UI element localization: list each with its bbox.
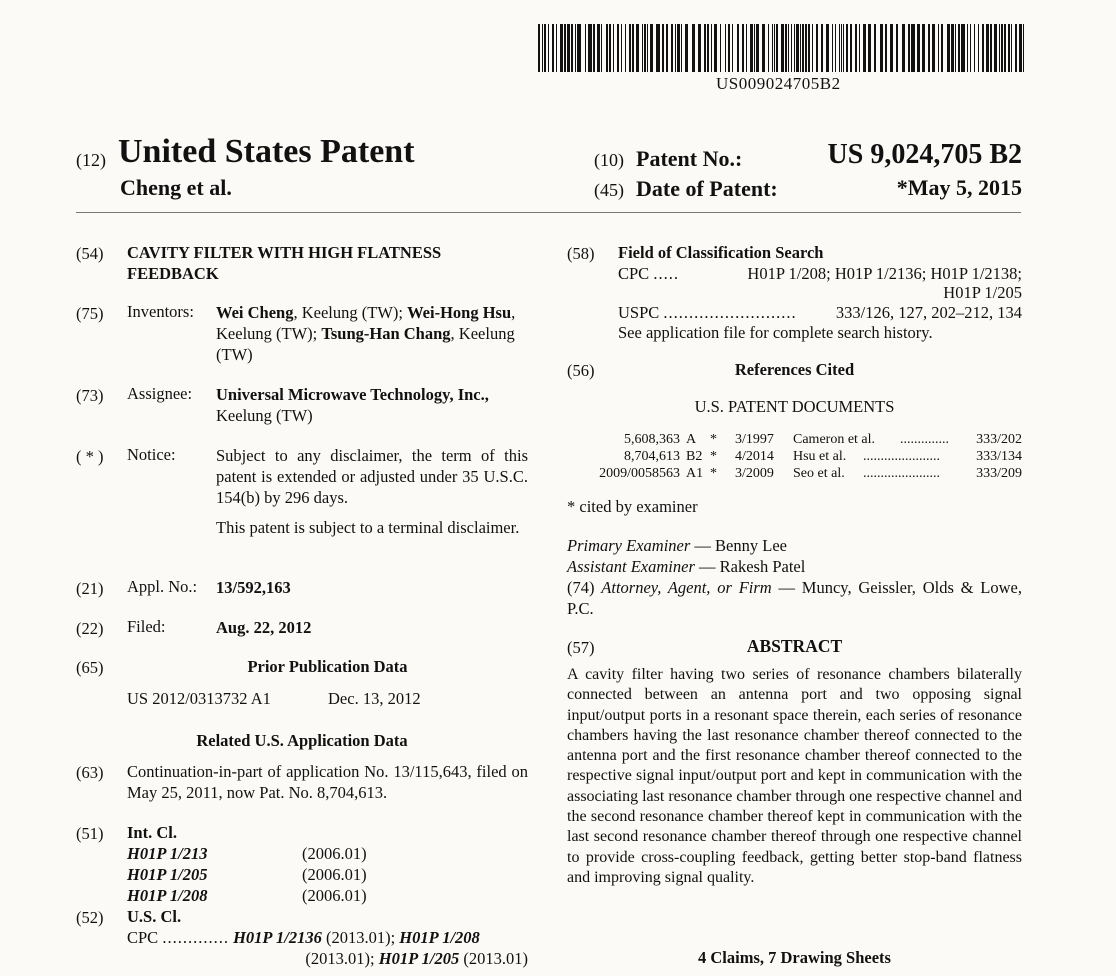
patent-title: United States Patent <box>118 133 415 170</box>
barcode-bar <box>564 24 566 72</box>
barcode-bar <box>548 24 549 72</box>
barcode-bar <box>986 24 989 72</box>
barcode-bar <box>1011 24 1012 72</box>
barcode-bar <box>1023 24 1024 72</box>
barcode-bar <box>707 24 709 72</box>
barcode-bar <box>850 24 852 72</box>
related-text: Continuation-in-part of application No. 13/115,643, filed on May 25, 2011, now Pat. No. 8,704,613. <box>127 762 528 802</box>
ref-number: 2009/0058563 <box>599 466 680 481</box>
refs-subheading: U.S. PATENT DOCUMENTS <box>694 397 895 416</box>
terminal-disclaimer: This patent is subject to a terminal disclaimer. <box>216 518 520 537</box>
authors: Cheng et al. <box>120 175 232 200</box>
barcode-bar <box>542 24 543 72</box>
barcode-bar <box>970 24 971 72</box>
ref-kind: B2 <box>686 449 703 464</box>
barcode-bar <box>571 24 573 72</box>
patent-no-label: Patent No.: <box>636 146 743 171</box>
barcode-bar <box>625 24 626 72</box>
barcode-bar <box>750 24 753 72</box>
ref-kind: A <box>686 432 697 447</box>
barcode-bar <box>666 24 668 72</box>
barcode-bar <box>911 24 915 72</box>
barcode-bar <box>846 24 848 72</box>
us-cl-class: H01P 1/208 <box>399 928 480 947</box>
barcode-bar <box>816 24 818 72</box>
attorney <box>567 577 1022 619</box>
refs-code: (56) <box>567 361 595 380</box>
notice-text: Subject to any disclaimer, the term of this patent is extended or adjusted under 35 U.S.C. 154(b) by 296 days. <box>216 446 528 507</box>
barcode-bar <box>662 24 664 72</box>
ref-star: * <box>710 449 717 464</box>
barcode-bar <box>794 24 795 72</box>
barcode-bar <box>552 24 554 72</box>
barcode-bar <box>843 24 844 72</box>
barcode-bar <box>588 24 592 72</box>
barcode-bar <box>835 24 836 72</box>
barcode-bar <box>742 24 744 72</box>
barcode-bar <box>567 24 570 72</box>
barcode-bar <box>560 24 563 72</box>
inventors-list <box>216 302 528 365</box>
field-search-heading: Field of Classification Search <box>618 243 824 262</box>
barcode-bar <box>967 24 968 72</box>
barcode-bar <box>890 24 893 72</box>
date-code: (45) <box>594 180 624 200</box>
barcode-bar <box>908 24 910 72</box>
us-cl-class: H01P 1/205 <box>378 949 460 968</box>
prior-pub-number: US 2012/0313732 A1 <box>127 689 271 708</box>
primary-examiner-label: Primary Examiner <box>567 536 691 555</box>
ref-name: Hsu et al. <box>793 449 847 464</box>
barcode-bar <box>812 24 813 72</box>
barcode-bar <box>698 24 701 72</box>
barcode-bar <box>714 24 717 72</box>
barcode-bar <box>796 24 799 72</box>
barcode-bar <box>544 24 546 72</box>
assistant-examiner-name: — Rakesh Patel <box>694 557 806 576</box>
notice-code: ( * ) <box>76 447 104 466</box>
barcode-bar <box>863 24 866 72</box>
ref-name: Cameron et al. <box>793 432 876 447</box>
barcode-number: US009024705B2 <box>716 74 841 93</box>
ref-date: 3/2009 <box>735 466 774 481</box>
barcode-bar <box>839 24 840 72</box>
primary-examiner-name: — Benny Lee <box>690 536 787 555</box>
date-label: Date of Patent: <box>636 176 778 201</box>
barcode-bar <box>692 24 695 72</box>
barcode-bar <box>1015 24 1017 72</box>
related-heading: Related U.S. Application Data <box>196 731 408 750</box>
refs-heading: References Cited <box>734 360 855 379</box>
abstract-text: A cavity filter having two series of resonance chambers bilaterally connected between an antenna port and two opposing signal input/output ports in a resonant space therein, each series of resonance chambers having the last resonance chamber thereof connected to the antenna port and the first resonance chamber thereof connected to the respective signal input/output port and kept in communication with the associating last resonance chamber through one respective channel and the second resonance chamber thereof kept in communication with the last second resonance chamber thereof through one respective channel to provide cross-coupling feedback, getting better stop-band flatness and improving signal quality. <box>567 666 1022 886</box>
barcode-bar <box>974 24 975 72</box>
barcode-bar <box>772 24 773 72</box>
barcode-bar <box>802 24 804 72</box>
barcode-bar <box>671 24 673 72</box>
barcode-bar <box>941 24 943 72</box>
barcode-bar <box>855 24 857 72</box>
barcode-bar <box>711 24 712 72</box>
prior-pub-date: Dec. 13, 2012 <box>328 689 421 708</box>
barcode-bar <box>597 24 600 72</box>
abstract-heading: ABSTRACT <box>746 636 843 656</box>
barcode-bar <box>902 24 905 72</box>
int-cl-version: (2006.01) <box>302 844 367 863</box>
inventor-location: , Keelung (TW); <box>293 303 408 322</box>
barcode-bar <box>756 24 759 72</box>
invention-title: CAVITY FILTER WITH HIGH FLATNESS FEEDBACK <box>127 243 442 283</box>
appl-label: Appl. No.: <box>127 577 198 596</box>
barcode-bar <box>613 24 614 72</box>
barcode-bar <box>704 24 706 72</box>
us-cl-version: (2013.01); <box>305 949 379 968</box>
barcode-bar <box>938 24 939 72</box>
barcode-bar <box>821 24 823 72</box>
ref-kind: A1 <box>686 466 704 481</box>
attorney-label: Attorney, Agent, or Firm <box>601 578 772 597</box>
barcode-bar <box>955 24 956 72</box>
barcode-bar <box>805 24 807 72</box>
barcode-bar <box>650 24 653 72</box>
barcode-bar <box>958 24 960 72</box>
assignee-name: Universal Microwave Technology, Inc., <box>216 385 489 404</box>
dot-leader: .......................... <box>663 303 797 322</box>
barcode-bar <box>832 24 833 72</box>
barcode-bar <box>1001 24 1003 72</box>
filed-date: Aug. 22, 2012 <box>216 618 312 637</box>
field-search-uspc-value: 333/126, 127, 202–212, 134 <box>835 303 1022 322</box>
appl-number: 13/592,163 <box>216 578 291 597</box>
inventor-name: Wei-Hong Hsu <box>407 303 512 322</box>
us-cl-version: (2013.01) <box>459 949 528 968</box>
barcode-bar <box>947 24 950 72</box>
barcode-bar <box>621 24 622 72</box>
us-cl-cpc-line2 <box>305 948 528 969</box>
barcode-bar <box>606 24 608 72</box>
assignee-label: Assignee: <box>127 384 193 403</box>
assistant-examiner-label: Assistant Examiner <box>567 557 695 576</box>
barcode-bar <box>675 24 676 72</box>
barcode-bar <box>720 24 721 72</box>
field-search-code: (58) <box>567 244 595 263</box>
barcode-bar <box>677 24 680 72</box>
barcode-bar <box>762 24 765 72</box>
barcode-bar <box>922 24 925 72</box>
barcode-bar <box>556 24 557 72</box>
ref-date: 4/2014 <box>735 449 774 464</box>
barcode-bar <box>538 24 540 72</box>
barcode-bar <box>868 24 871 72</box>
barcode-bar <box>999 24 1000 72</box>
barcode-bar <box>647 24 648 72</box>
barcode-bar <box>841 24 842 72</box>
dot-leader: .............. <box>900 432 949 447</box>
barcode-bar <box>728 24 730 72</box>
barcode-bar <box>768 24 769 72</box>
barcode-bar <box>917 24 920 72</box>
barcode-bar <box>785 24 787 72</box>
dot-leader: ...................... <box>863 449 940 464</box>
barcode-bar <box>685 24 688 72</box>
inventor-location: , Keelung (TW) <box>216 324 515 364</box>
patent-number: US 9,024,705 B2 <box>827 139 1022 170</box>
dot-leader: ............. <box>162 928 229 947</box>
filed-code: (22) <box>76 619 104 638</box>
attorney-name: — Muncy, Geissler, Olds & Lowe, P.C. <box>567 578 1023 618</box>
barcode-bar <box>732 24 733 72</box>
us-cl-label: U.S. Cl. <box>127 907 182 926</box>
us-cl-cpc-line1 <box>127 927 529 948</box>
barcode-bar <box>632 24 634 72</box>
primary-examiner <box>567 535 787 556</box>
us-cl-class: H01P 1/2136 <box>233 928 322 947</box>
ref-star: * <box>710 432 717 447</box>
barcode-bar <box>961 24 965 72</box>
int-cl-class: H01P 1/208 <box>127 886 208 905</box>
attorney-code: (74) <box>567 578 602 597</box>
barcode-bar <box>737 24 739 72</box>
barcode-bar <box>982 24 984 72</box>
related-code: (63) <box>76 763 104 782</box>
header-divider <box>76 212 1021 213</box>
barcode-bar <box>951 24 954 72</box>
barcode-bar <box>746 24 747 72</box>
int-cl-class: H01P 1/213 <box>127 844 208 863</box>
prior-pub-heading: Prior Publication Data <box>247 657 408 676</box>
barcode-bar <box>577 24 581 72</box>
int-cl-label: Int. Cl. <box>127 823 177 842</box>
barcode-bar <box>629 24 631 72</box>
barcode <box>538 24 1024 72</box>
inventor-name: Wei Cheng <box>216 303 294 322</box>
barcode-bar <box>826 24 829 72</box>
barcode-bar <box>928 24 930 72</box>
field-search-cpc <box>618 263 679 284</box>
barcode-bar <box>885 24 887 72</box>
field-search-note: See application file for complete search history. <box>618 323 933 342</box>
barcode-bar <box>880 24 883 72</box>
refs-table <box>567 432 1022 486</box>
barcode-bar <box>601 24 602 72</box>
barcode-bar <box>575 24 576 72</box>
barcode-bar <box>774 24 775 72</box>
inventors-label: Inventors: <box>127 302 194 321</box>
barcode-bar <box>776 24 778 72</box>
ref-class: 333/209 <box>976 466 1022 481</box>
barcode-bar <box>593 24 595 72</box>
barcode-bar <box>642 24 643 72</box>
ref-star: * <box>710 466 717 481</box>
barcode-bar <box>896 24 898 72</box>
inventors-code: (75) <box>76 304 104 323</box>
title-field-code: (54) <box>76 244 104 263</box>
field-search-uspc <box>618 302 797 323</box>
barcode-bar <box>788 24 789 72</box>
barcode-bar <box>800 24 801 72</box>
field-search-cpc-label: CPC <box>618 264 650 283</box>
barcode-bar <box>808 24 810 72</box>
field-search-uspc-label: USPC <box>618 303 660 322</box>
type-code: (12) <box>76 150 106 170</box>
cited-note: * cited by examiner <box>567 497 698 516</box>
patent-no-code: (10) <box>594 150 624 170</box>
barcode-bar <box>609 24 611 72</box>
appl-code: (21) <box>76 579 104 598</box>
barcode-bar <box>725 24 726 72</box>
abstract-code: (57) <box>567 638 595 657</box>
barcode-bar <box>681 24 682 72</box>
barcode-bar <box>656 24 660 72</box>
barcode-bar <box>859 24 860 72</box>
patent-date: *May 5, 2015 <box>896 175 1022 200</box>
field-search-cpc-line2: H01P 1/205 <box>943 283 1022 302</box>
assignee-location: Keelung (TW) <box>216 406 313 425</box>
notice-label: Notice: <box>127 445 176 464</box>
ref-class: 333/134 <box>976 449 1022 464</box>
barcode-bar <box>754 24 755 72</box>
barcode-bar <box>1008 24 1010 72</box>
int-cl-version: (2006.01) <box>302 886 367 905</box>
assignee-value <box>216 384 546 426</box>
inventor-location: , Keelung (TW); <box>216 303 516 343</box>
barcode-bar <box>1004 24 1006 72</box>
ref-class: 333/202 <box>976 432 1022 447</box>
int-cl-code: (51) <box>76 824 104 843</box>
barcode-bar <box>978 24 979 72</box>
int-cl-version: (2006.01) <box>302 865 367 884</box>
assistant-examiner <box>567 556 805 577</box>
barcode-bar <box>874 24 876 72</box>
us-cl-version: (2013.01); <box>321 928 400 947</box>
barcode-bar <box>585 24 586 72</box>
ref-name: Seo et al. <box>793 466 845 481</box>
int-cl-class: H01P 1/205 <box>127 865 208 884</box>
barcode-bar <box>644 24 646 72</box>
assignee-code: (73) <box>76 386 104 405</box>
dot-leader: ...................... <box>863 466 940 481</box>
ref-number: 8,704,613 <box>624 449 680 464</box>
prior-pub-code: (65) <box>76 658 104 677</box>
field-search-cpc-line1: H01P 1/208; H01P 1/2136; H01P 1/2138; <box>747 264 1022 283</box>
dot-leader: ..... <box>653 264 679 283</box>
barcode-bar <box>1019 24 1022 72</box>
claims-summary: 4 Claims, 7 Drawing Sheets <box>698 948 891 967</box>
barcode-bar <box>994 24 997 72</box>
ref-date: 3/1997 <box>735 432 774 447</box>
us-cl-cpc-label: CPC <box>127 928 159 947</box>
filed-label: Filed: <box>127 617 166 636</box>
inventor-name: Tsung-Han Chang <box>321 324 451 343</box>
us-cl-code: (52) <box>76 908 104 927</box>
barcode-bar <box>932 24 935 72</box>
barcode-bar <box>617 24 619 72</box>
ref-number: 5,608,363 <box>624 432 680 447</box>
barcode-bar <box>636 24 639 72</box>
barcode-bar <box>781 24 784 72</box>
barcode-bar <box>990 24 992 72</box>
barcode-bar <box>791 24 792 72</box>
